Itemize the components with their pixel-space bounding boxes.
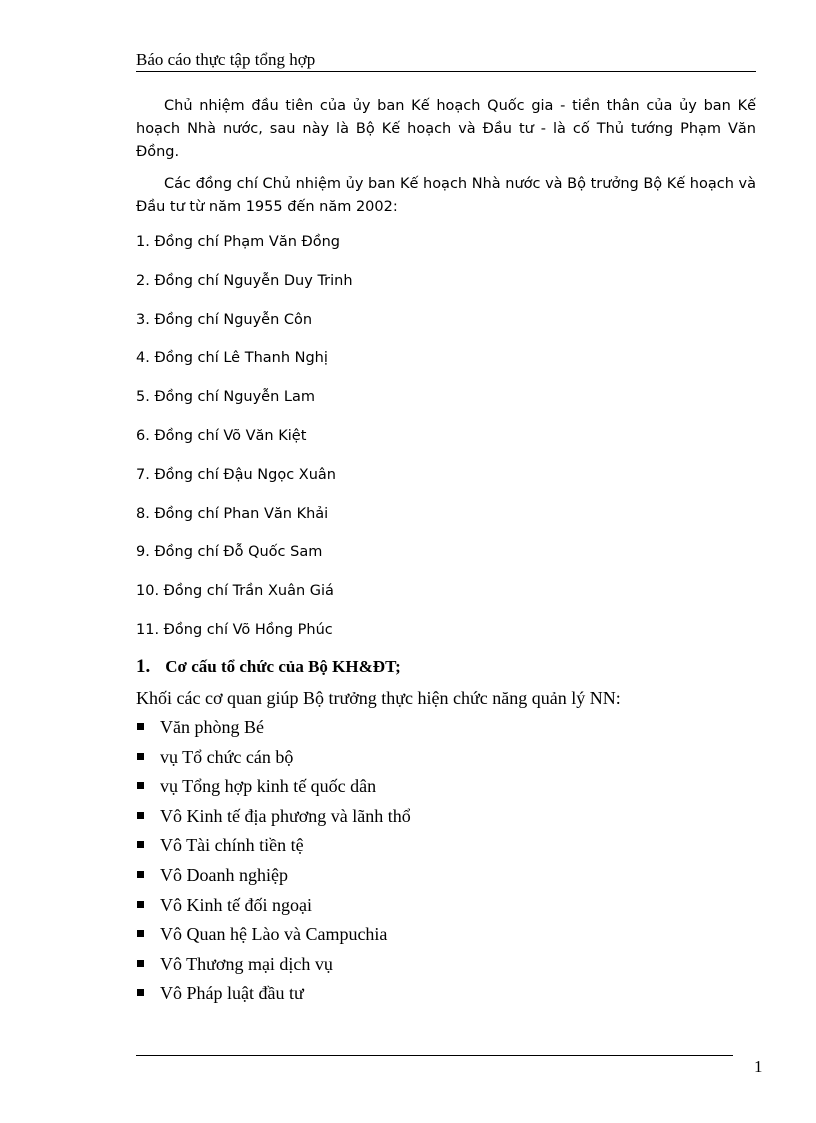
- list-item: vụ Tổ chức cán bộ: [136, 743, 411, 773]
- list-item: Vô Kinh tế địa phương và lãnh thổ: [136, 802, 411, 832]
- bullet-square-icon: [137, 723, 144, 730]
- paragraph-leaders-intro: Các đồng chí Chủ nhiệm ủy ban Kế hoạch Nhà nước và Bộ trưởng Bộ Kế hoạch và Đầu tư từ năm 1955 đến năm 2002:: [136, 176, 756, 215]
- list-item: Vô Thương mại dịch vụ: [136, 950, 411, 980]
- page-number: 1: [754, 1057, 763, 1076]
- list-item: 3. Đồng chí Nguyễn Côn: [136, 311, 313, 328]
- bullet-square-icon: [137, 989, 144, 996]
- bullet-square-icon: [137, 901, 144, 908]
- section-title: Cơ cấu tổ chức của Bộ KH&ĐT;: [165, 657, 401, 676]
- footer-divider: [136, 1055, 733, 1056]
- list-item: 1. Đồng chí Phạm Văn Đồng: [136, 234, 341, 250]
- section-number: 1.: [136, 656, 151, 677]
- list-item: 7. Đồng chí Đậu Ngọc Xuân: [136, 466, 336, 483]
- bullet-square-icon: [137, 841, 144, 848]
- list-item: vụ Tổng hợp kinh tế quốc dân: [136, 772, 411, 802]
- list-item: Vô Tài chính tiền tệ: [136, 831, 411, 861]
- section-heading: [136, 656, 401, 678]
- list-item: 9. Đồng chí Đỗ Quốc Sam: [136, 544, 323, 561]
- list-item: 6. Đồng chí Võ Văn Kiệt: [136, 427, 307, 444]
- bullet-square-icon: [137, 960, 144, 967]
- units-list: [136, 713, 411, 1009]
- list-item: Vô Doanh nghiệp: [136, 861, 411, 891]
- list-item: 2. Đồng chí Nguyễn Duy Trinh: [136, 272, 353, 289]
- list-item: 8. Đồng chí Phan Văn Khải: [136, 505, 329, 522]
- leaders-list: [136, 230, 353, 657]
- list-item: Vô Quan hệ Lào và Campuchia: [136, 920, 411, 950]
- list-item: Vô Pháp luật đầu tư: [136, 979, 411, 1009]
- list-item: Văn phòng Bé: [136, 713, 411, 743]
- list-item: 5. Đồng chí Nguyễn Lam: [136, 389, 315, 406]
- bullet-square-icon: [137, 930, 144, 937]
- bullet-square-icon: [137, 753, 144, 760]
- list-item: Vô Kinh tế đối ngoại: [136, 891, 411, 921]
- paragraph-first-chairman: Chủ nhiệm đầu tiên của ủy ban Kế hoạch Quốc gia - tiền thân của ủy ban Kế hoạch Nhà nước, sau này là Bộ Kế hoạch và Đầu tư - là cố Thủ tướng Phạm Văn Đồng.: [136, 98, 756, 160]
- list-item: 4. Đồng chí Lê Thanh Nghị: [136, 350, 328, 367]
- list-item: 11. Đồng chí Võ Hồng Phúc: [136, 621, 333, 638]
- bullet-square-icon: [137, 812, 144, 819]
- bullet-square-icon: [137, 782, 144, 789]
- units-intro: Khối các cơ quan giúp Bộ trưởng thực hiện chức năng quản lý NN:: [136, 688, 621, 708]
- list-item: 10. Đồng chí Trần Xuân Giá: [136, 583, 334, 600]
- bullet-square-icon: [137, 871, 144, 878]
- running-header: Báo cáo thực tập tổng hợp: [136, 50, 756, 72]
